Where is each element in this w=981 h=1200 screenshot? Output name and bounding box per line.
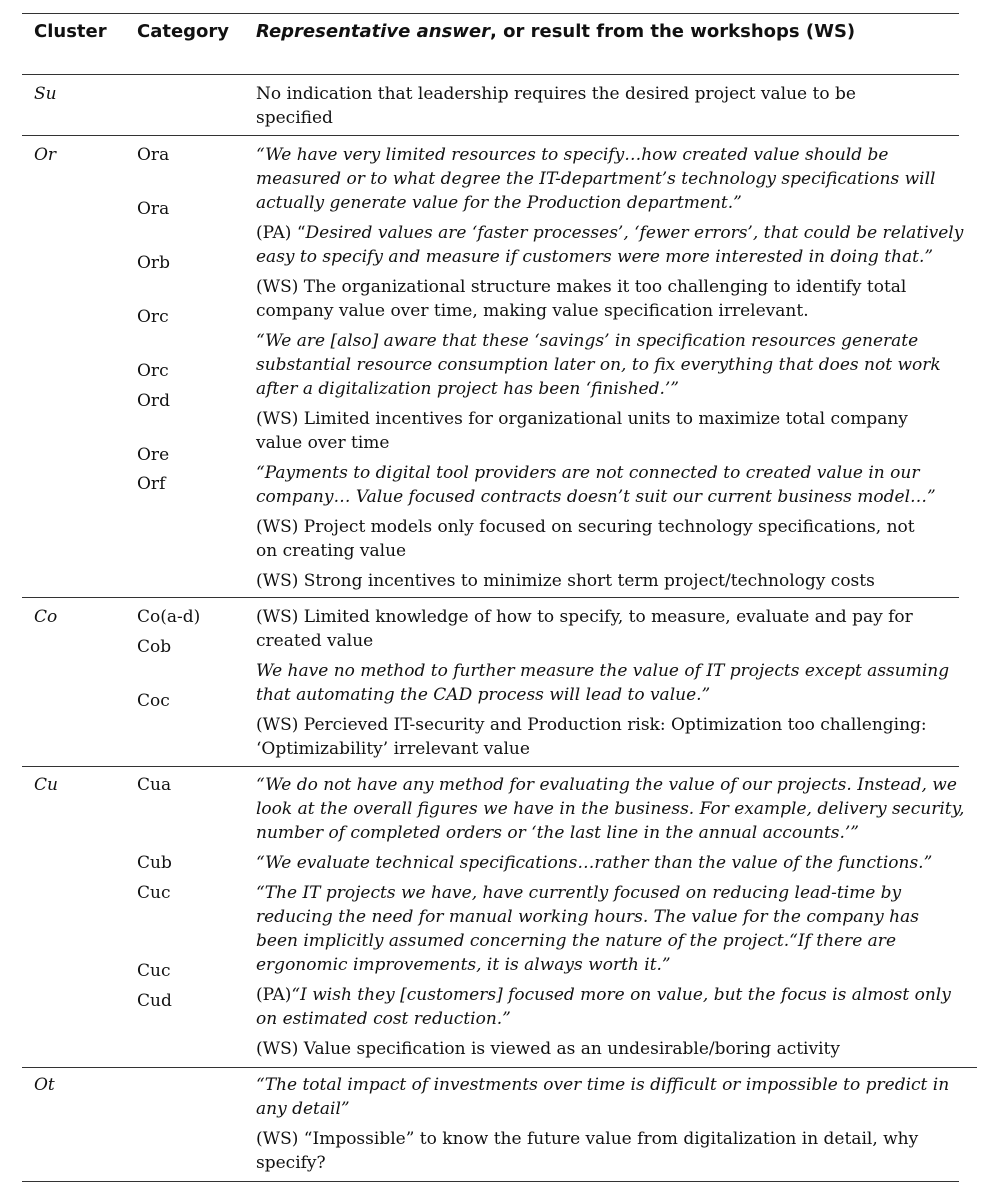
cluster-ot: Ot [34, 1075, 55, 1095]
header-cluster: Cluster [34, 21, 107, 42]
answer-co-2 [256, 659, 949, 707]
answer-or-5 [256, 407, 908, 455]
header-answer-italic: Representative answer [256, 21, 490, 42]
answer-line: created value [256, 631, 374, 651]
category-cud: Cud [137, 991, 172, 1011]
category-ore: Ore [137, 445, 170, 465]
answer-line: ‘Optimizability’ irrelevant value [256, 739, 530, 759]
answer-line: after a digitalization project has been ‘finished.’” [256, 379, 679, 399]
answer-line: company… Value focused contracts doesn’t suit our current business model…” [256, 487, 936, 507]
answer-line: number of completed orders or ‘the last line in the annual accounts.’” [256, 823, 860, 843]
bottom-rule [22, 1181, 959, 1182]
answer-line: “The total impact of investments over time is difficult or impossible to predict in [256, 1075, 950, 1095]
answer-cu-4 [256, 983, 951, 1031]
header-category: Category [137, 21, 230, 42]
answer-cu-1 [256, 773, 964, 845]
answer-line: ergonomic improvements, it is always worth it.” [256, 955, 671, 975]
answer-line: been implicitly assumed concerning the nature of the project.“If there are [256, 931, 896, 951]
top-rule [22, 13, 959, 14]
answer-or-7 [256, 515, 915, 563]
category-orf: Orf [137, 474, 166, 494]
or-rule [22, 597, 959, 598]
answer-line: (WS) Percieved IT-security and Production risk: Optimization too challenging: [256, 715, 927, 735]
answer-line: look at the overall figures we have in the business. For example, delivery security, [256, 799, 965, 819]
category-orc-1: Orc [137, 307, 169, 327]
answer-line: that automating the CAD process will lead to value.” [256, 685, 711, 705]
answer-line: (WS) Limited knowledge of how to specify, to measure, evaluate and pay for [256, 607, 913, 627]
category-cub: Cub [137, 853, 172, 873]
answer-line: We have no method to further measure the value of IT projects except assuming [256, 661, 950, 681]
su-rule [22, 135, 959, 136]
answer-line: “We are [also] aware that these ‘savings’ in specification resources generate [256, 331, 919, 351]
answer-or-8 [256, 569, 875, 593]
answer-cu-2 [256, 851, 932, 875]
category-orc-2: Orc [137, 361, 169, 381]
answer-line: company value over time, making value specification irrelevant. [256, 301, 809, 321]
answer-line: value over time [256, 433, 390, 453]
category-cob: Cob [137, 637, 172, 657]
answer-line: easy to specify and measure if customers were more interested in doing that.” [256, 247, 934, 267]
cluster-cu: Cu [34, 775, 58, 795]
answer-ot-2 [256, 1127, 918, 1175]
answer-line: Desired values are ‘faster processes’, ‘fewer errors’, that could be relatively [305, 223, 964, 243]
category-ora-2: Ora [137, 199, 170, 219]
answer-prefix: (PA) “ [256, 223, 306, 243]
answer-line: (WS) Strong incentives to minimize short term project/technology costs [256, 571, 875, 591]
answer-line: “I wish they [customers] focused more on value, but the focus is almost only [291, 985, 951, 1005]
answer-line: on creating value [256, 541, 407, 561]
answer-line: reducing the need for manual working hours. The value for the company has [256, 907, 919, 927]
answer-line: any detail” [256, 1099, 350, 1119]
answer-cu-3 [256, 881, 919, 977]
co-rule [22, 766, 959, 767]
answer-co-3 [256, 713, 927, 761]
answer-line: (WS) Project models only focused on securing technology specifications, not [256, 517, 915, 537]
answer-or-4 [256, 329, 941, 401]
answer-line: (WS) “Impossible” to know the future value from digitalization in detail, why [256, 1129, 919, 1149]
category-coc: Coc [137, 691, 170, 711]
answer-su [256, 82, 856, 130]
header-answer-rest: , or result from the workshops (WS) [490, 21, 856, 42]
answer-line: on estimated cost reduction.” [256, 1009, 511, 1029]
answer-line: (WS) Value specification is viewed as an undesirable/boring activity [256, 1039, 840, 1059]
answer-line: “We evaluate technical specifications…rather than the value of the functions.” [256, 853, 933, 873]
answer-or-6 [256, 461, 936, 509]
category-orb: Orb [137, 253, 170, 273]
category-cuc-1: Cuc [137, 883, 171, 903]
header-answer [256, 21, 855, 42]
answer-prefix: (PA) [256, 985, 292, 1005]
answer-su-line1: No indication that leadership requires the desired project value to be [256, 84, 856, 104]
answer-or-1 [256, 143, 935, 215]
answer-line: “We have very limited resources to specify…how created value should be [256, 145, 889, 165]
answer-ot-1 [256, 1073, 949, 1121]
answer-co-1 [256, 605, 913, 653]
cluster-co: Co [34, 607, 58, 627]
answer-line: measured or to what degree the IT-department’s technology specifications will [256, 169, 936, 189]
category-ora-1: Ora [137, 145, 170, 165]
answer-line: actually generate value for the Production department.” [256, 193, 742, 213]
header-rule [22, 74, 959, 75]
answer-cu-5 [256, 1037, 840, 1061]
answer-line: specify? [256, 1153, 326, 1173]
answer-line: “We do not have any method for evaluating the value of our projects. Instead, we [256, 775, 957, 795]
answer-or-3 [256, 275, 906, 323]
answer-su-line2: specified [256, 108, 333, 128]
category-cua: Cua [137, 775, 172, 795]
answer-line: (WS) The organizational structure makes it too challenging to identify total [256, 277, 907, 297]
category-co-a-d: Co(a-d) [137, 607, 201, 627]
answer-line: substantial resource consumption later on, to fix everything that does not work [256, 355, 941, 375]
answer-or-2 [256, 221, 963, 269]
category-cuc-2: Cuc [137, 961, 171, 981]
category-ord: Ord [137, 391, 170, 411]
answer-line: “Payments to digital tool providers are not connected to created value in our [256, 463, 920, 483]
cu-rule [22, 1067, 977, 1068]
answer-line: (WS) Limited incentives for organizational units to maximize total company [256, 409, 908, 429]
cluster-or: Or [34, 145, 57, 165]
answer-line: “The IT projects we have, have currently focused on reducing lead-time by [256, 883, 902, 903]
cluster-su: Su [34, 84, 57, 104]
